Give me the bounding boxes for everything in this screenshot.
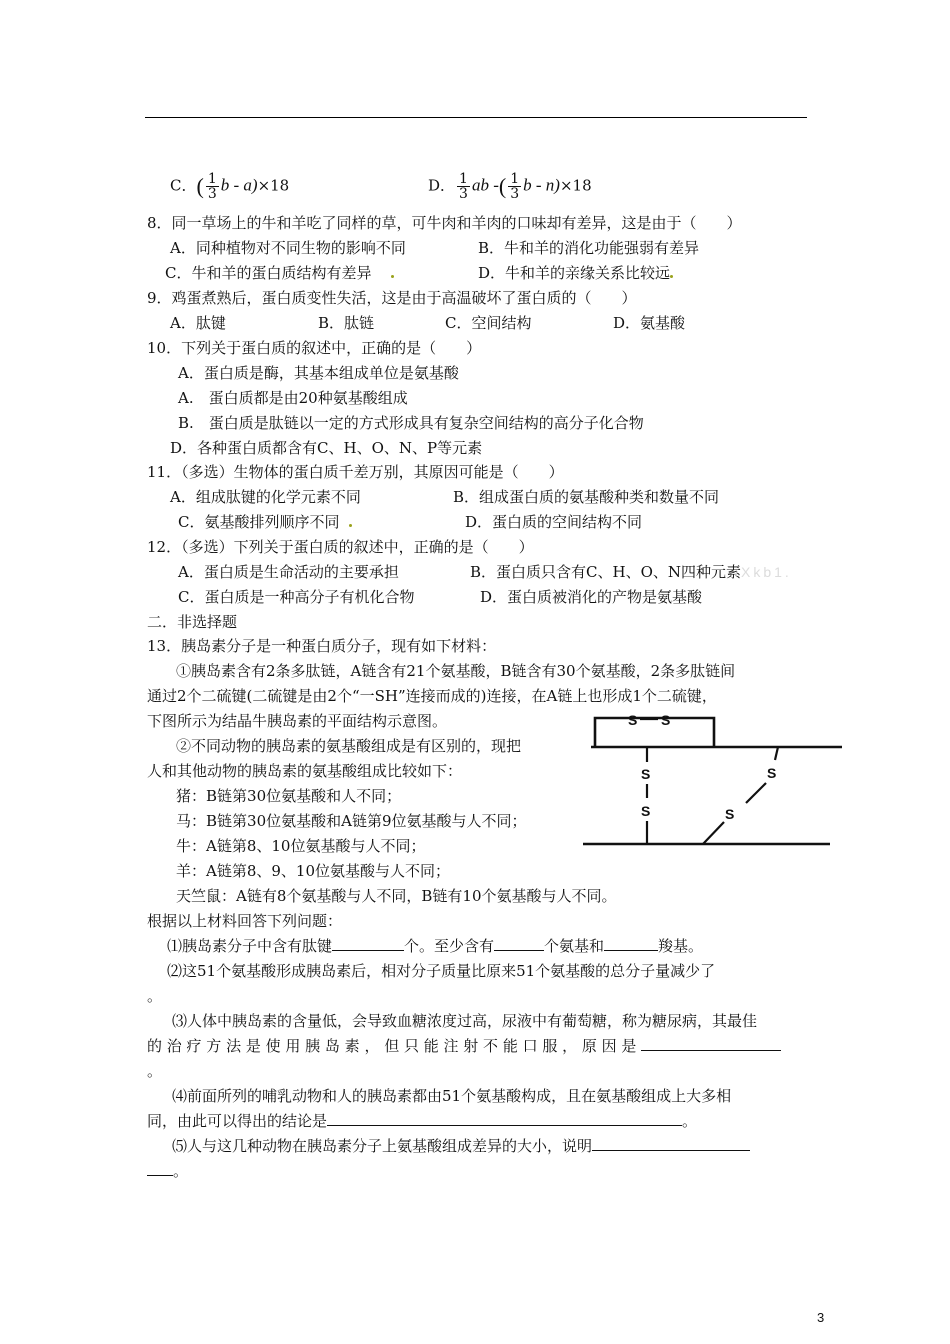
answer-blank[interactable] (592, 1136, 750, 1151)
q13-sub-2-end: 。 (147, 987, 163, 1005)
q8-option-d: D．牛和羊的亲缘关系比较远 (478, 263, 673, 283)
q13-material-1-cont: 通过2个二硫键(二硫键是由2个“一SH”连接而成的)连接，在A链上也形成1个二硫键， (147, 687, 717, 705)
q13-sub-4: ⑷前面所列的哺乳动物和人的胰岛素都由51个氨基酸构成，且在氨基酸组成上大多相 (172, 1087, 732, 1105)
sulfur-label: S (725, 806, 735, 822)
answer-blank[interactable] (604, 936, 658, 951)
sulfur-label: S (628, 712, 638, 728)
q13-sub-5-cont: 。 (147, 1161, 188, 1181)
q13-prompt: 根据以上材料回答下列问题： (147, 912, 343, 930)
q13-guinea-pig: 天竺鼠：A链有8个氨基酸与人不同，B链有10个氨基酸与人不同。 (176, 887, 617, 905)
sulfur-label: S (641, 766, 651, 782)
q9-option-d: D．氨基酸 (613, 314, 686, 332)
q13-material-2-cont: 人和其他动物的胰岛素的氨基酸组成比较如下： (147, 762, 463, 780)
q7-option-d: D． $\frac{1}{3}$ ab -( $\frac{1}{3}$ b - n)×18 (428, 171, 592, 202)
q13-pig: 猪：B链第30位氨基酸和人不同； (176, 787, 402, 805)
q8-option-a: A．同种植物对不同生物的影响不同 (170, 239, 406, 257)
q12-option-c: C．蛋白质是一种高分子有机化合物 (178, 588, 415, 606)
q7-option-c: C．( $\frac{1}{3}$ b - a)×18 (170, 171, 290, 202)
q13-sub-3-end: 。 (147, 1062, 163, 1080)
q12-option-b: B．蛋白质只含有C、H、O、N四种元素Xkb1. (470, 563, 792, 581)
q13-horse: 马：B链第30位氨基酸和A链第9位氨基酸与人不同； (176, 812, 527, 830)
q11-option-b: B．组成蛋白质的氨基酸种类和数量不同 (453, 488, 720, 506)
answer-blank[interactable] (332, 936, 404, 951)
q13-sub-1: ⑴胰岛素分子中含有肽键 个。至少含有 个氨基和 羧基。 (167, 937, 704, 955)
q8-stem: 8．同一草场上的牛和羊吃了同样的草，可牛肉和羊肉的口味却有差异，这是由于（ ） (147, 214, 742, 232)
bond-line (703, 822, 724, 844)
disulfide-bond (746, 783, 766, 803)
sulfur-label: S (661, 712, 671, 728)
q13-stem: 13．胰岛素分子是一种蛋白质分子，现有如下材料： (147, 637, 497, 655)
q13-sub-2: ⑵这51个氨基酸形成胰岛素后，相对分子质量比原来51个氨基酸的总分子量减少了 (167, 962, 716, 980)
q10-option-a: A．蛋白质是酶，其基本组成单位是氨基酸 (178, 364, 459, 382)
insulin-structure-diagram (578, 704, 846, 850)
q13-material-2: ②不同动物的胰岛素的氨基酸组成是有区别的，现把 (176, 737, 522, 755)
q12-option-d: D．蛋白质被消化的产物是氨基酸 (480, 588, 703, 606)
header-rule (145, 117, 807, 118)
q9-stem: 9．鸡蛋煮熟后，蛋白质变性失活，这是由于高温破坏了蛋白质的（ ） (147, 289, 637, 307)
q11-stem: 11．（多选）生物体的蛋白质千差万别，其原因可能是（ ） (147, 463, 564, 481)
q11-option-d: D．蛋白质的空间结构不同 (465, 513, 643, 531)
q13-sub-4-cont: 同，由此可以得出的结论是 。 (147, 1112, 698, 1130)
q13-sub-5: ⑸人与这几种动物在胰岛素分子上氨基酸组成差异的大小，说明 (172, 1136, 750, 1156)
q10-stem: 10．下列关于蛋白质的叙述中，正确的是（ ） (147, 339, 482, 357)
fraction: $\frac{1}{3}$ (207, 171, 217, 202)
q10-option-c: B. 蛋白质是肽链以一定的方式形成具有复杂空间结构的高分子化合物 (178, 414, 644, 432)
q12-stem: 12．（多选）下列关于蛋白质的叙述中，正确的是（ ） (147, 538, 534, 556)
fraction: $\frac{1}{3}$ (510, 171, 520, 202)
answer-blank[interactable] (641, 1036, 781, 1051)
q8-option-b: B．牛和羊的消化功能强弱有差异 (478, 239, 700, 257)
fraction: $\frac{1}{3}$ (459, 171, 468, 202)
sulfur-label: S (767, 765, 777, 781)
q11-option-a: A．组成肽键的化学元素不同 (170, 488, 361, 506)
q13-sub-3: ⑶人体中胰岛素的含量低，会导致血糖浓度过高，尿液中有葡萄糖，称为糖尿病，其最佳 (172, 1012, 758, 1030)
q10-option-d: D．各种蛋白质都含有C、H、O、N、P等元素 (170, 439, 483, 457)
q9-option-a: A．肽键 (170, 314, 226, 332)
answer-blank[interactable] (147, 1161, 173, 1176)
answer-blank[interactable] (494, 936, 544, 951)
q12-option-a: A．蛋白质是生命活动的主要承担 (178, 563, 399, 581)
q13-material-1: ①胰岛素含有2条多肽链，A链含有21个氨基酸，B链含有30个氨基酸，2条多肽链间 (176, 662, 736, 680)
q9-option-c: C．空间结构 (445, 314, 532, 332)
q9-option-b: B．肽链 (318, 314, 375, 332)
q11-option-c: C．氨基酸排列顺序不同 (178, 512, 352, 532)
answer-blank[interactable] (327, 1111, 682, 1126)
intra-chain-loop (595, 718, 714, 747)
sulfur-label: S (641, 803, 651, 819)
q10-option-b: A. 蛋白质都是由20种氨基酸组成 (178, 389, 408, 407)
q8-option-c: C．牛和羊的蛋白质结构有差异 (165, 263, 394, 283)
bond-line (775, 747, 778, 760)
page-number: 3 (817, 1310, 825, 1325)
section-heading: 二．非选择题 (147, 613, 238, 631)
q13-sheep: 羊：A链第8、9、10位氨基酸与人不同； (176, 862, 451, 880)
q13-material-1-cont: 下图所示为结晶牛胰岛素的平面结构示意图。 (147, 712, 448, 730)
watermark: Xkb1. (741, 564, 792, 580)
q13-cow: 牛：A链第8、10位氨基酸与人不同； (176, 837, 426, 855)
q13-sub-3-cont: 的 治 疗 方 法 是 使 用 胰 岛 素 ， 但 只 能 注 射 不 能 口 服 ， 原 因 是 (147, 1036, 781, 1056)
